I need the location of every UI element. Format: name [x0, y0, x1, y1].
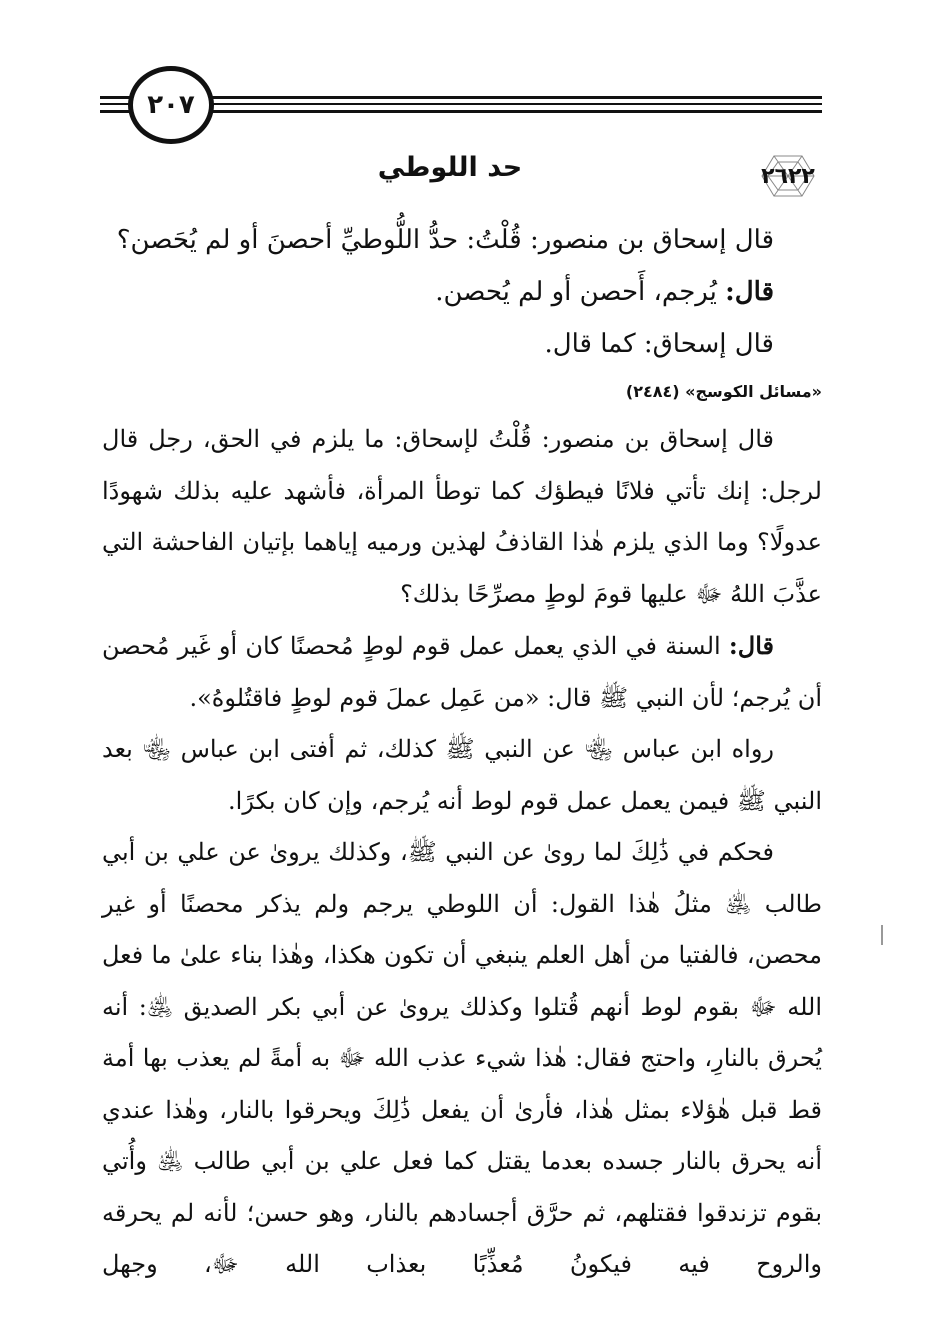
paragraph-text: قال إسحاق بن منصور: قُلْتُ لإسحاق: ما يلزم في الحق، رجل قال لرجل: إنك تأتي فلانًا فيطؤك كما توطأ المرأة، فأشهد عليه بذلك شهودًا عدولًا؟ وما الذي يلزم هٰذا القاذفُ لهذين ورميه إياهما بإتيان الفاحشة التي عذَّبَ اللهُ ﷻ عليها قومَ لوطٍ مصرِّحًا بذلك؟ [102, 425, 822, 608]
paragraph-ruling [102, 827, 822, 1291]
page-number: ٢٠٧ [147, 90, 195, 120]
source-reference: «مسائل الكوسج» (٢٤٨٤) [625, 382, 822, 401]
question-text: قال إسحاق بن منصور: قُلْتُ: حدُّ اللُّوطيِّ أحصنَ أو لم يُحَصن؟ [116, 225, 774, 255]
paragraph-text: رواه ابن عباس ﵄ عن النبي ﷺ كذلك، ثم أفتى ابن عباس ﵄ بعد النبي ﷺ فيمن يعمل عمل قوم لوط أنه يُرجم، وإن كان بكرًا. [102, 735, 822, 815]
answer-line [102, 266, 822, 318]
page-number-badge [128, 66, 214, 144]
comment-text: قال إسحاق: كما قال. [544, 329, 774, 359]
paragraph-text: فحكم في ذَٰلِكَ لما روىٰ عن النبي ﷺ، وكذلك يروىٰ عن علي بن أبي طالب ﵁ مثلُ هٰذا القول: أن اللوطي يرجم ولم يذكر محصنًا أو غير محصن، فالفتيا من أهل العلم ينبغي أن تكون هكذا، وهٰذا بناء علىٰ ما فعل الله ﷻ بقوم لوط أنهم قُتلوا وكذلك يروىٰ عن أبي بكر الصديق ﵁: أنه يُحرق بالنارِ، واحتج فقال: هٰذا شيء عذب الله ﷻ به أمةً لم يعذب بها أمة قط قبل هٰؤلاء بمثل هٰذا، فأرىٰ أن يفعل ذَٰلِكَ ويحرقوا بالنار، وهٰذا عندي أنه يحرق بالنار جسده بعدما يقتل كما فعل علي بن أبي طالب ﵁ وأُتي بقوم تزندقوا فقتلهم، ثم حرَّق أجسادهم بالنار، وهو حسن؛ لأنه لم يحرقه والروح فيه فيكونُ مُعذِّبًا بعذاب الله ﷻ، وجهل [102, 838, 823, 1278]
comment-line [102, 318, 822, 370]
entry-title: حد اللوطي [377, 152, 523, 183]
answer-label: قال: [725, 277, 774, 307]
paragraph-question [102, 414, 822, 620]
entry-number-ornament [752, 150, 824, 202]
paragraph-answer [102, 620, 822, 724]
answer-text: يُرجم، أَحصن أو لم يُحصن. [435, 277, 726, 307]
question-line [102, 214, 822, 266]
paragraph-narration [102, 724, 822, 827]
paragraph-text: السنة في الذي يعمل عمل قوم لوطٍ مُحصنًا كان أو غَير مُحصن أن يُرجم؛ لأن النبي ﷺ قال: «من عَمِل عملَ قوم لوطٍ فاقتُلوهُ». [102, 632, 822, 712]
entry-number-text: ٢٦٢٢ [761, 163, 815, 189]
main-text [102, 214, 822, 1291]
paragraph-label: قال: [728, 631, 774, 660]
margin-mark [881, 925, 883, 945]
